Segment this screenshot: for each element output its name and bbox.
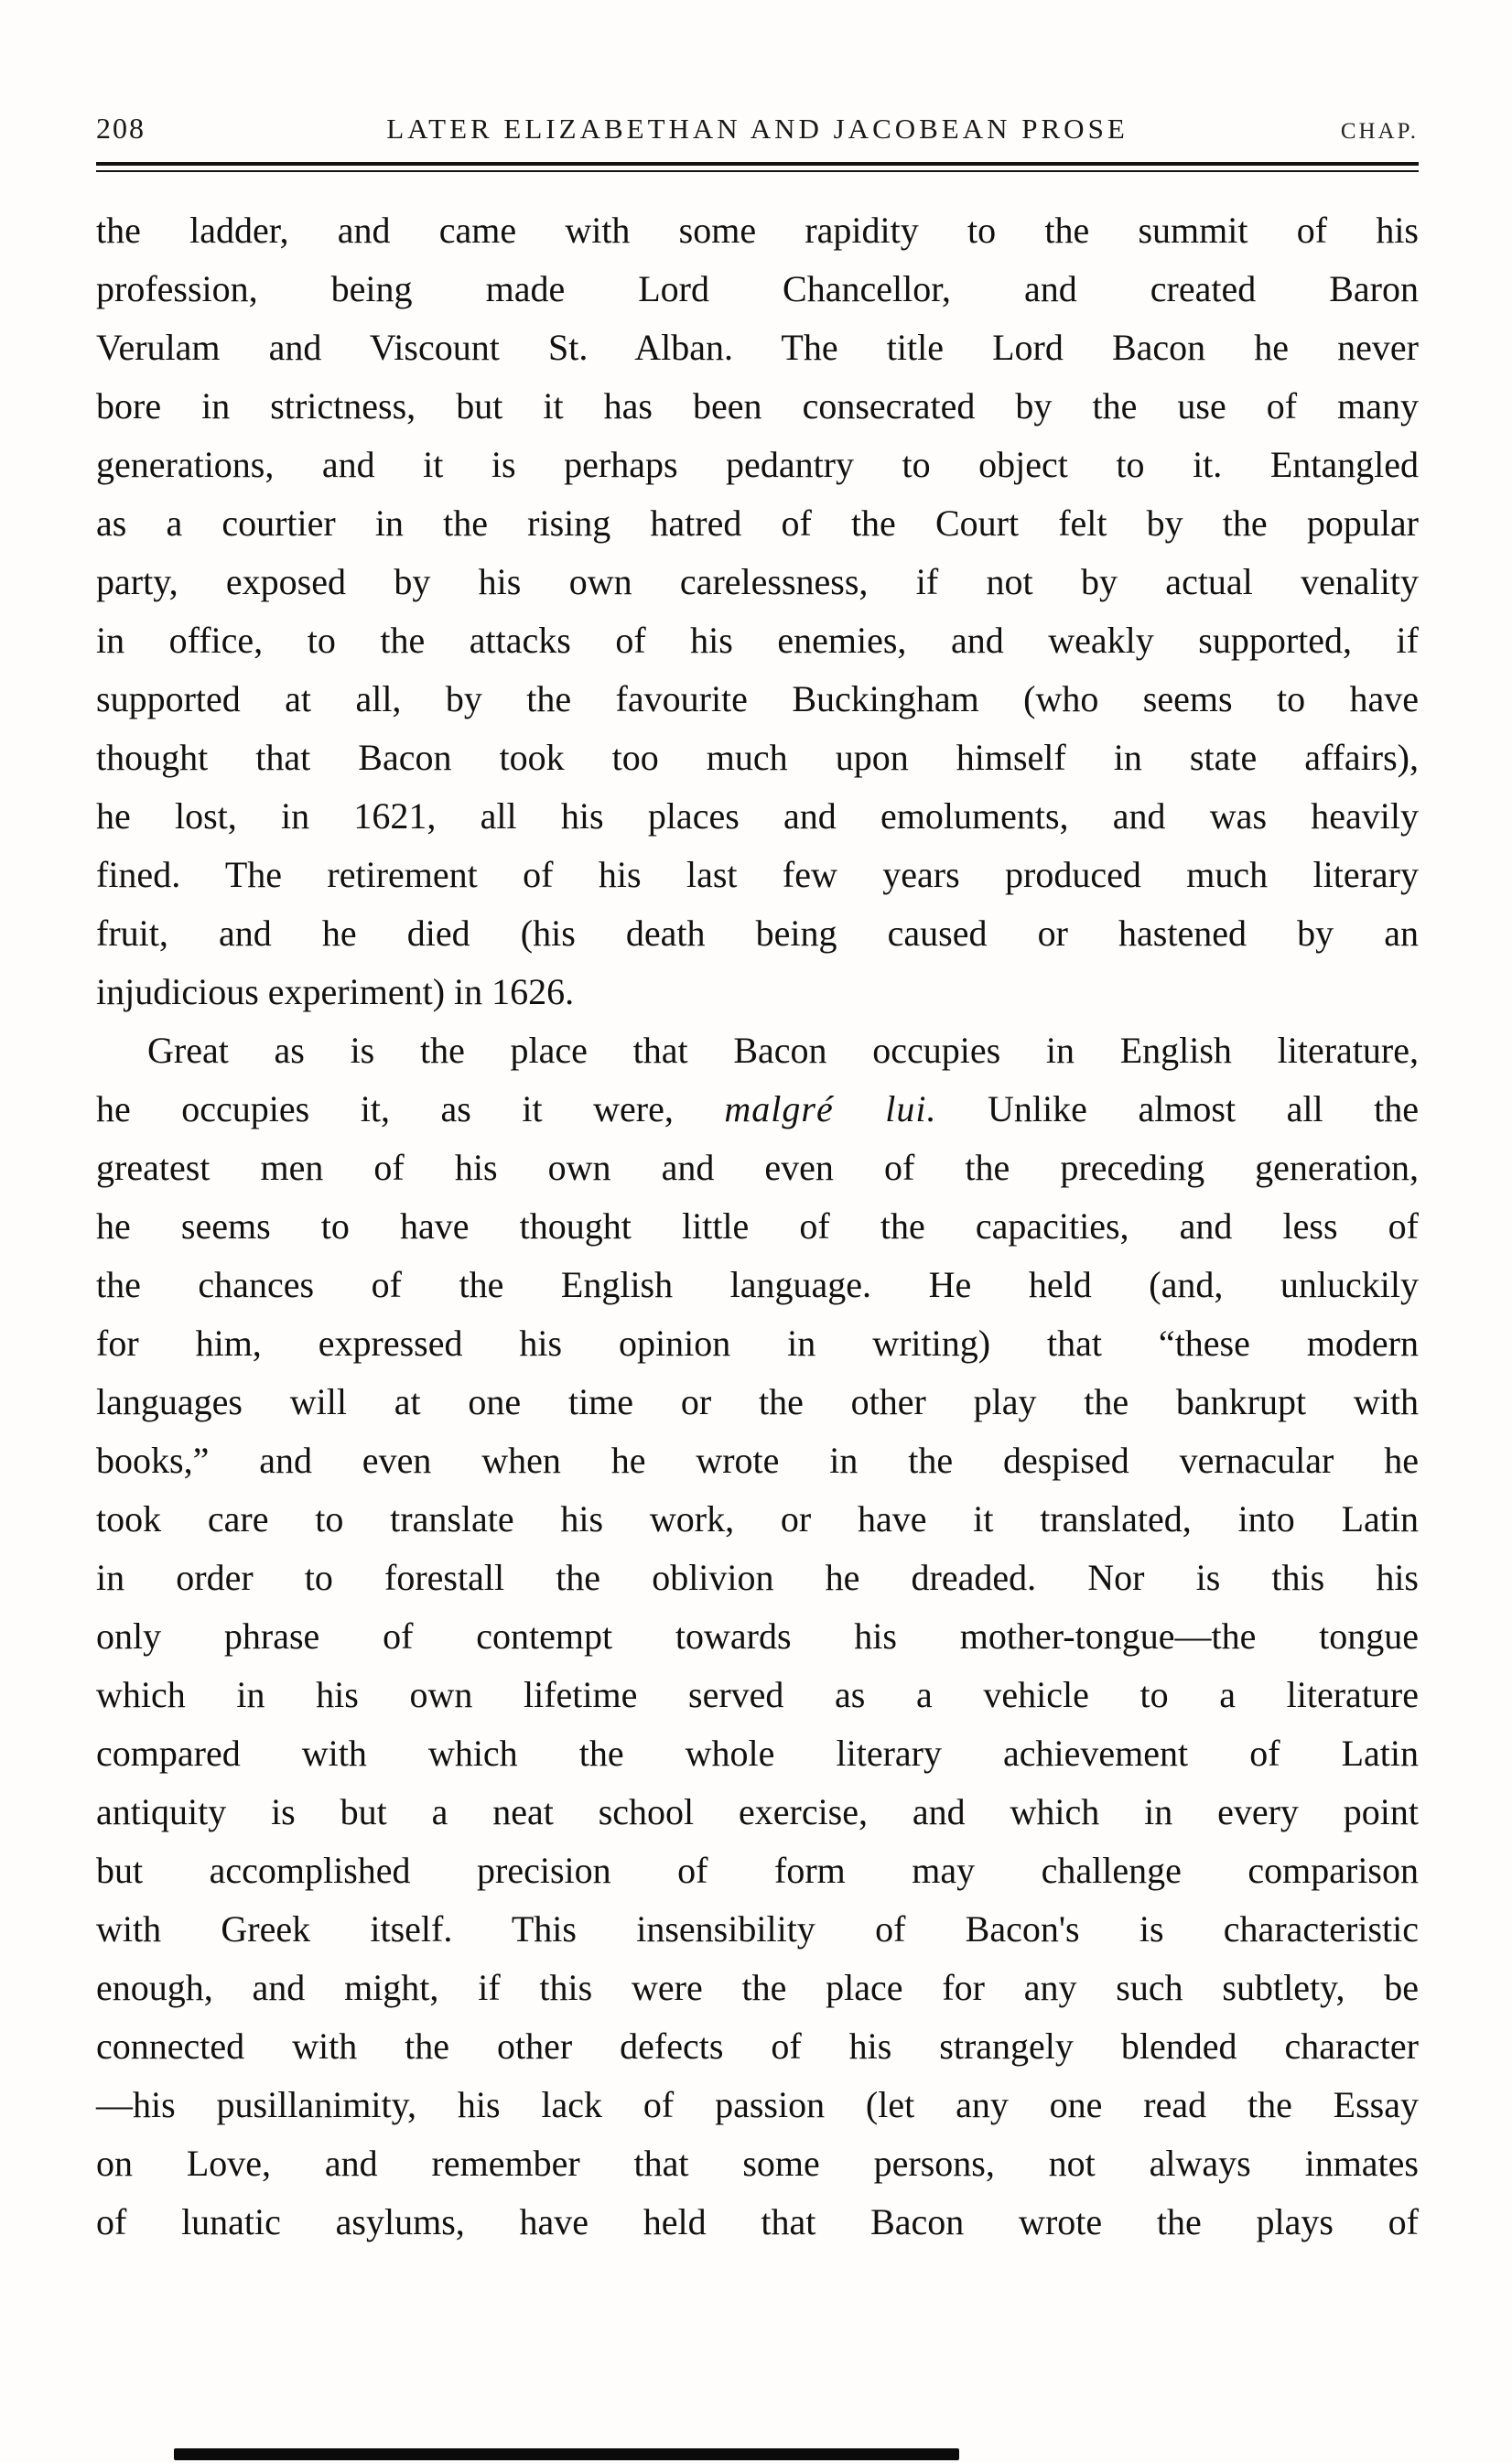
text-line: profession, being made Lord Chancellor, and created Baron — [96, 268, 1419, 309]
text-line: which in his own lifetime served as a vehicle to a literature — [96, 1674, 1419, 1715]
text-line: but accomplished precision of form may challenge comparison — [96, 1850, 1419, 1891]
text-line: the ladder, and came with some rapidity to the summit of his — [96, 210, 1419, 251]
text-line: thought that Bacon took too much upon himself in state affairs), — [96, 737, 1419, 778]
text-line: compared with which the whole literary achievement of Latin — [96, 1733, 1419, 1774]
text-line: connected with the other defects of his strangely blended character — [96, 2025, 1419, 2067]
running-title: LATER ELIZABETHAN AND JACOBEAN PROSE — [386, 113, 1129, 145]
text-line: only phrase of contempt towards his mother-tongue—the tongue — [96, 1615, 1419, 1657]
scan-artifact-bar — [174, 2448, 959, 2460]
text-line: as a courtier in the rising hatred of the Court felt by the popular — [96, 502, 1419, 544]
text-line: for him, expressed his opinion in writing) that “these modern — [96, 1323, 1419, 1364]
page-content — [96, 0, 1419, 2252]
text-line: bore in strictness, but it has been consecrated by the use of many — [96, 385, 1419, 427]
text-line: supported at all, by the favourite Buckingham (who seems to have — [96, 678, 1419, 719]
text-line: on Love, and remember that some persons, not always inmates — [96, 2143, 1419, 2184]
page-number: 208 — [96, 112, 146, 145]
text-line: injudicious experiment) in 1626. — [96, 971, 575, 1012]
text-line: of lunatic asylums, have held that Bacon wrote the plays of — [96, 2201, 1419, 2242]
text-line: Verulam and Viscount St. Alban. The title Lord Bacon he never — [96, 327, 1419, 368]
text-line: he occupies it, as it were, malgré lui. Unlike almost all the — [96, 1088, 1420, 1129]
text-line: —his pusillanimity, his lack of passion (let any one read the Essay — [96, 2084, 1419, 2125]
text-line: the chances of the English language. He held (and, unluckily — [96, 1264, 1419, 1305]
text-line: enough, and might, if this were the place for any such subtlety, be — [96, 1967, 1419, 2008]
running-head — [96, 112, 1419, 146]
text-line: took care to translate his work, or have it translated, into Latin — [96, 1498, 1419, 1539]
text-line: in order to forestall the oblivion he dreaded. Nor is this his — [96, 1557, 1419, 1598]
text-line: fruit, and he died (his death being caused or hastened by an — [96, 913, 1419, 954]
text-line: fined. The retirement of his last few years produced much literary — [96, 854, 1419, 895]
text-line: he lost, in 1621, all his places and emoluments, and was heavily — [96, 795, 1419, 837]
text-block — [96, 201, 1419, 2252]
text-line: with Greek itself. This insensibility of Bacon's is characteristic — [96, 1908, 1419, 1950]
text-line: languages will at one time or the other play the bankrupt with — [96, 1381, 1419, 1422]
chapter-label: CHAP. — [1340, 119, 1419, 144]
text-line: greatest men of his own and even of the preceding generation, — [96, 1147, 1419, 1188]
text-line: books,” and even when he wrote in the despised vernacular he — [96, 1440, 1419, 1481]
header-divider-rule — [96, 162, 1419, 172]
paragraph — [96, 1021, 1419, 2252]
text-line: generations, and it is perhaps pedantry to object to it. Entangled — [96, 444, 1419, 485]
text-line: in office, to the attacks of his enemies, and weakly supported, if — [96, 620, 1419, 661]
text-line: he seems to have thought little of the capacities, and less of — [96, 1205, 1419, 1247]
text-line: party, exposed by his own carelessness, if not by actual venality — [96, 561, 1419, 602]
text-line: Great as is the place that Bacon occupies in English literature, — [147, 1030, 1419, 1071]
text-line: antiquity is but a neat school exercise, and which in every point — [96, 1791, 1419, 1832]
paragraph — [96, 201, 1419, 1021]
